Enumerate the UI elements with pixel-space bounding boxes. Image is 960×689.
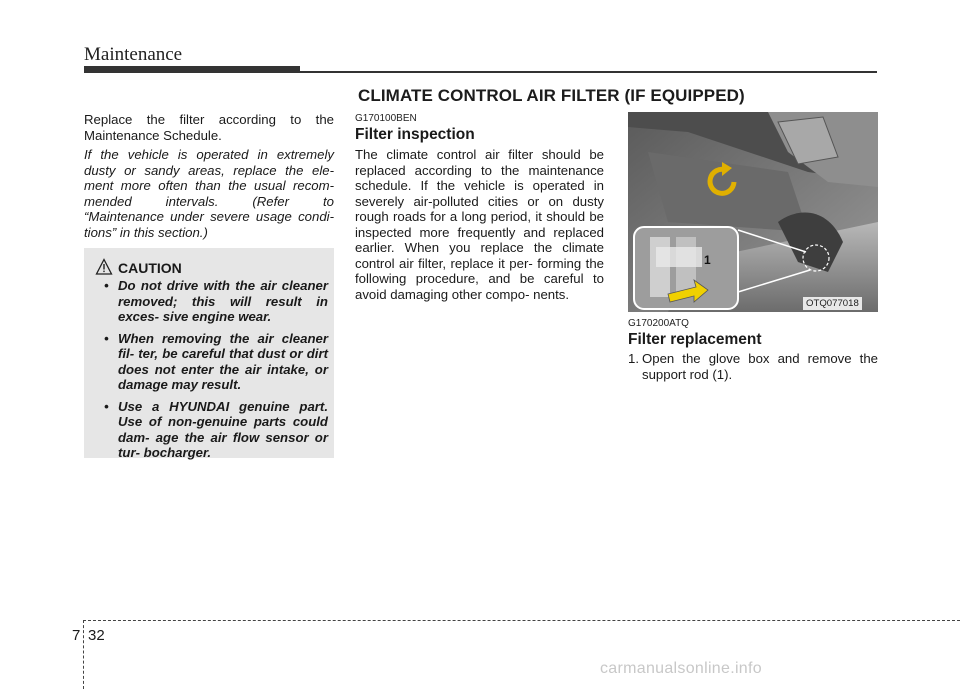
inspection-body: The climate control air filter should be replaced according to the maintenance schedule. If the vehicle is operated in severely air-polluted cities or on dusty rough roads for a long period, it should be inspected more frequently and replaced earlier. When you replace the climate control air filter, replace it per- forming the following procedure, and be careful to avoid damaging other compo- nents. — [355, 147, 604, 302]
warning-triangle-icon — [95, 258, 113, 276]
note-line: ment more often than the usual recom- — [84, 178, 334, 193]
replacement-code: G170200ATQ — [628, 318, 689, 329]
left-column — [84, 112, 334, 240]
page-header-title: Maintenance — [84, 44, 183, 65]
caution-item — [104, 278, 328, 325]
header-rule — [300, 71, 877, 73]
replacement-heading: Filter replacement — [628, 331, 762, 348]
caution-item — [104, 331, 328, 393]
bullet: • — [104, 398, 109, 414]
inspection-heading: Filter inspection — [355, 126, 475, 143]
intro-paragraph: Replace the filter according to the Maintenance Schedule. — [84, 112, 334, 143]
caution-list — [104, 278, 328, 467]
bullet: • — [104, 330, 109, 346]
note-line: “Maintenance under severe usage condi- — [84, 209, 334, 224]
inspection-code: G170100BEN — [355, 113, 417, 124]
figure-caption: OTQ077018 — [803, 297, 862, 310]
bullet: • — [104, 278, 109, 293]
section-title: CLIMATE CONTROL AIR FILTER (IF EQUIPPED) — [358, 86, 745, 105]
step-text: Open the glove box and remove the support rod (1). — [642, 351, 878, 382]
footer-rule — [83, 620, 960, 621]
caution-heading: CAUTION — [118, 260, 182, 276]
caution-item-text: Use a HYUNDAI genuine part. Use of non-genuine parts could dam- age the air flow sensor or tur- bocharger. — [118, 398, 328, 460]
caution-item-text: When removing the air cleaner fil- ter, be careful that dust or dirt does not enter the air intake, or damage may result. — [118, 330, 328, 392]
note-line: mended intervals. (Refer to — [84, 193, 334, 209]
note-line: tions” in this section.) — [84, 224, 208, 240]
caution-item-text: Do not drive with the air cleaner removed; this will result in exces- sive engine wear. — [118, 278, 328, 324]
note-line: If the vehicle is operated in extremely — [84, 147, 334, 162]
header-bar — [84, 66, 300, 73]
page-number: 32 — [88, 627, 105, 644]
watermark: carmanualsonline.info — [600, 660, 762, 677]
figure-callout-number: 1 — [704, 253, 711, 267]
figure-glove-box-photo — [628, 112, 878, 312]
note-line: dusty or sandy areas, replace the ele- — [84, 162, 334, 178]
step-number: 1. — [628, 351, 639, 366]
glove-box-illustration — [628, 112, 878, 312]
chapter-number: 7 — [72, 627, 81, 644]
caution-box — [84, 248, 334, 458]
replacement-step-1 — [628, 351, 878, 382]
caution-item — [104, 399, 328, 461]
usage-note — [84, 147, 334, 240]
footer-vertical-rule — [83, 620, 84, 689]
